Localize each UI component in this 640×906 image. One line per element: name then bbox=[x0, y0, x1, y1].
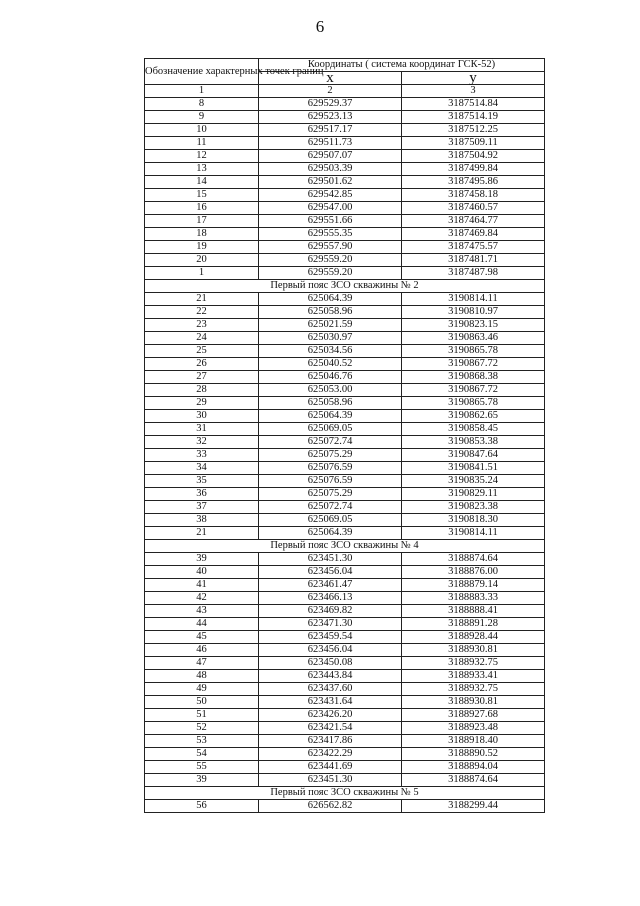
x-coordinate: 629559.20 bbox=[259, 267, 402, 280]
y-coordinate: 3190818.30 bbox=[402, 514, 545, 527]
table-row bbox=[145, 150, 545, 163]
table-row bbox=[145, 436, 545, 449]
table-row bbox=[145, 696, 545, 709]
table-row bbox=[145, 319, 545, 332]
y-coordinate: 3188883.33 bbox=[402, 592, 545, 605]
table-row bbox=[145, 449, 545, 462]
point-number: 49 bbox=[145, 683, 259, 696]
point-number: 20 bbox=[145, 254, 259, 267]
x-coordinate: 623422.29 bbox=[259, 748, 402, 761]
table-row bbox=[145, 800, 545, 813]
column-number: 2 bbox=[259, 85, 402, 98]
y-coordinate: 3188874.64 bbox=[402, 553, 545, 566]
x-coordinate: 625075.29 bbox=[259, 488, 402, 501]
page-number: 6 bbox=[315, 17, 325, 36]
table-row bbox=[145, 111, 545, 124]
section-title: Первый пояс ЗСО скважины № 2 bbox=[145, 280, 545, 293]
y-coordinate: 3190862.65 bbox=[402, 410, 545, 423]
point-number: 53 bbox=[145, 735, 259, 748]
y-coordinate: 3188894.04 bbox=[402, 761, 545, 774]
point-number: 25 bbox=[145, 345, 259, 358]
column-number: 1 bbox=[145, 85, 259, 98]
table-row bbox=[145, 124, 545, 137]
point-number: 42 bbox=[145, 592, 259, 605]
table-row bbox=[145, 241, 545, 254]
x-coordinate: 629547.00 bbox=[259, 202, 402, 215]
y-coordinate: 3190814.11 bbox=[402, 293, 545, 306]
x-coordinate: 625076.59 bbox=[259, 475, 402, 488]
y-coordinate: 3188933.41 bbox=[402, 670, 545, 683]
x-coordinate: 625040.52 bbox=[259, 358, 402, 371]
table-row bbox=[145, 345, 545, 358]
point-number: 15 bbox=[145, 189, 259, 202]
table-row bbox=[145, 176, 545, 189]
table-row bbox=[145, 267, 545, 280]
point-number: 16 bbox=[145, 202, 259, 215]
x-coordinate: 625064.39 bbox=[259, 410, 402, 423]
point-number: 38 bbox=[145, 514, 259, 527]
point-number: 30 bbox=[145, 410, 259, 423]
table-row bbox=[145, 774, 545, 787]
x-coordinate: 623451.30 bbox=[259, 553, 402, 566]
table-row bbox=[145, 384, 545, 397]
point-number: 34 bbox=[145, 462, 259, 475]
table-row bbox=[145, 293, 545, 306]
table-row bbox=[145, 670, 545, 683]
x-coordinate: 623450.08 bbox=[259, 657, 402, 670]
y-coordinate: 3188927.68 bbox=[402, 709, 545, 722]
y-coordinate: 3187514.84 bbox=[402, 98, 545, 111]
point-number: 17 bbox=[145, 215, 259, 228]
y-coordinate: 3190835.24 bbox=[402, 475, 545, 488]
y-coordinate: 3187504.92 bbox=[402, 150, 545, 163]
point-number: 22 bbox=[145, 306, 259, 319]
point-number: 54 bbox=[145, 748, 259, 761]
x-coordinate: 629557.90 bbox=[259, 241, 402, 254]
point-number: 32 bbox=[145, 436, 259, 449]
table-row bbox=[145, 202, 545, 215]
header-point-designation: Обозначение характерных точек границ bbox=[145, 59, 259, 85]
y-coordinate: 3187475.57 bbox=[402, 241, 545, 254]
table-row bbox=[145, 722, 545, 735]
coordinates-table bbox=[144, 58, 545, 813]
y-coordinate: 3188930.81 bbox=[402, 644, 545, 657]
x-coordinate: 623451.30 bbox=[259, 774, 402, 787]
x-coordinate: 625069.05 bbox=[259, 514, 402, 527]
point-number: 33 bbox=[145, 449, 259, 462]
section-title: Первый пояс ЗСО скважины № 5 bbox=[145, 787, 545, 800]
table-row bbox=[145, 644, 545, 657]
table-row bbox=[145, 189, 545, 202]
table-row bbox=[145, 137, 545, 150]
x-coordinate: 623441.69 bbox=[259, 761, 402, 774]
y-coordinate: 3190865.78 bbox=[402, 397, 545, 410]
point-number: 48 bbox=[145, 670, 259, 683]
point-number: 39 bbox=[145, 774, 259, 787]
x-coordinate: 629559.20 bbox=[259, 254, 402, 267]
x-coordinate: 629511.73 bbox=[259, 137, 402, 150]
x-coordinate: 625072.74 bbox=[259, 501, 402, 514]
y-coordinate: 3190853.38 bbox=[402, 436, 545, 449]
point-number: 9 bbox=[145, 111, 259, 124]
point-number: 10 bbox=[145, 124, 259, 137]
point-number: 12 bbox=[145, 150, 259, 163]
x-coordinate: 626562.82 bbox=[259, 800, 402, 813]
x-coordinate: 629542.85 bbox=[259, 189, 402, 202]
header-y: y bbox=[402, 72, 545, 85]
point-number: 35 bbox=[145, 475, 259, 488]
x-coordinate: 625076.59 bbox=[259, 462, 402, 475]
y-coordinate: 3190829.11 bbox=[402, 488, 545, 501]
table-row bbox=[145, 475, 545, 488]
point-number: 51 bbox=[145, 709, 259, 722]
table-row bbox=[145, 657, 545, 670]
x-coordinate: 625064.39 bbox=[259, 293, 402, 306]
column-numbers-row bbox=[145, 85, 545, 98]
point-number: 8 bbox=[145, 98, 259, 111]
table-row bbox=[145, 306, 545, 319]
y-coordinate: 3187499.84 bbox=[402, 163, 545, 176]
table-row bbox=[145, 553, 545, 566]
y-coordinate: 3190858.45 bbox=[402, 423, 545, 436]
table-row bbox=[145, 748, 545, 761]
y-coordinate: 3190841.51 bbox=[402, 462, 545, 475]
table-row bbox=[145, 579, 545, 592]
x-coordinate: 625030.97 bbox=[259, 332, 402, 345]
section-row bbox=[145, 540, 545, 553]
x-coordinate: 623431.64 bbox=[259, 696, 402, 709]
x-coordinate: 625058.96 bbox=[259, 397, 402, 410]
table-row bbox=[145, 488, 545, 501]
y-coordinate: 3190814.11 bbox=[402, 527, 545, 540]
point-number: 28 bbox=[145, 384, 259, 397]
y-coordinate: 3188930.81 bbox=[402, 696, 545, 709]
header-x: x bbox=[259, 72, 402, 85]
x-coordinate: 629503.39 bbox=[259, 163, 402, 176]
point-number: 50 bbox=[145, 696, 259, 709]
x-coordinate: 623437.60 bbox=[259, 683, 402, 696]
point-number: 37 bbox=[145, 501, 259, 514]
y-coordinate: 3190868.38 bbox=[402, 371, 545, 384]
point-number: 1 bbox=[145, 267, 259, 280]
y-coordinate: 3187460.57 bbox=[402, 202, 545, 215]
point-number: 23 bbox=[145, 319, 259, 332]
point-number: 41 bbox=[145, 579, 259, 592]
x-coordinate: 629501.62 bbox=[259, 176, 402, 189]
point-number: 31 bbox=[145, 423, 259, 436]
y-coordinate: 3187487.98 bbox=[402, 267, 545, 280]
x-coordinate: 625064.39 bbox=[259, 527, 402, 540]
y-coordinate: 3188888.41 bbox=[402, 605, 545, 618]
point-number: 39 bbox=[145, 553, 259, 566]
table-row bbox=[145, 215, 545, 228]
table-row bbox=[145, 410, 545, 423]
point-number: 14 bbox=[145, 176, 259, 189]
y-coordinate: 3188876.00 bbox=[402, 566, 545, 579]
y-coordinate: 3188932.75 bbox=[402, 657, 545, 670]
x-coordinate: 629523.13 bbox=[259, 111, 402, 124]
x-coordinate: 623461.47 bbox=[259, 579, 402, 592]
y-coordinate: 3190847.64 bbox=[402, 449, 545, 462]
y-coordinate: 3190823.38 bbox=[402, 501, 545, 514]
y-coordinate: 3188879.14 bbox=[402, 579, 545, 592]
point-number: 27 bbox=[145, 371, 259, 384]
table-row bbox=[145, 683, 545, 696]
point-number: 56 bbox=[145, 800, 259, 813]
y-coordinate: 3188932.75 bbox=[402, 683, 545, 696]
x-coordinate: 623466.13 bbox=[259, 592, 402, 605]
table-row bbox=[145, 423, 545, 436]
point-number: 43 bbox=[145, 605, 259, 618]
table-row bbox=[145, 462, 545, 475]
y-coordinate: 3188928.44 bbox=[402, 631, 545, 644]
y-coordinate: 3190865.78 bbox=[402, 345, 545, 358]
section-title: Первый пояс ЗСО скважины № 4 bbox=[145, 540, 545, 553]
table-body bbox=[145, 98, 545, 813]
x-coordinate: 625034.56 bbox=[259, 345, 402, 358]
y-coordinate: 3188874.64 bbox=[402, 774, 545, 787]
table-row bbox=[145, 566, 545, 579]
table-row bbox=[145, 163, 545, 176]
point-number: 26 bbox=[145, 358, 259, 371]
y-coordinate: 3187458.18 bbox=[402, 189, 545, 202]
y-coordinate: 3190810.97 bbox=[402, 306, 545, 319]
y-coordinate: 3190867.72 bbox=[402, 358, 545, 371]
x-coordinate: 625053.00 bbox=[259, 384, 402, 397]
y-coordinate: 3187509.11 bbox=[402, 137, 545, 150]
x-coordinate: 625058.96 bbox=[259, 306, 402, 319]
x-coordinate: 625075.29 bbox=[259, 449, 402, 462]
x-coordinate: 623417.86 bbox=[259, 735, 402, 748]
y-coordinate: 3187469.84 bbox=[402, 228, 545, 241]
y-coordinate: 3190823.15 bbox=[402, 319, 545, 332]
table-row bbox=[145, 709, 545, 722]
point-number: 19 bbox=[145, 241, 259, 254]
y-coordinate: 3187514.19 bbox=[402, 111, 545, 124]
y-coordinate: 3187464.77 bbox=[402, 215, 545, 228]
y-coordinate: 3190867.72 bbox=[402, 384, 545, 397]
x-coordinate: 623421.54 bbox=[259, 722, 402, 735]
x-coordinate: 623469.82 bbox=[259, 605, 402, 618]
point-number: 29 bbox=[145, 397, 259, 410]
x-coordinate: 629517.17 bbox=[259, 124, 402, 137]
point-number: 47 bbox=[145, 657, 259, 670]
table-row bbox=[145, 501, 545, 514]
table-row bbox=[145, 371, 545, 384]
y-coordinate: 3187512.25 bbox=[402, 124, 545, 137]
y-coordinate: 3188299.44 bbox=[402, 800, 545, 813]
column-number: 3 bbox=[402, 85, 545, 98]
table-row bbox=[145, 735, 545, 748]
section-row bbox=[145, 787, 545, 800]
x-coordinate: 625072.74 bbox=[259, 436, 402, 449]
table-row bbox=[145, 618, 545, 631]
table-row bbox=[145, 98, 545, 111]
table-row bbox=[145, 254, 545, 267]
table-row bbox=[145, 332, 545, 345]
point-number: 40 bbox=[145, 566, 259, 579]
table-row bbox=[145, 228, 545, 241]
section-row bbox=[145, 280, 545, 293]
point-number: 55 bbox=[145, 761, 259, 774]
x-coordinate: 625069.05 bbox=[259, 423, 402, 436]
point-number: 52 bbox=[145, 722, 259, 735]
y-coordinate: 3187481.71 bbox=[402, 254, 545, 267]
point-number: 24 bbox=[145, 332, 259, 345]
table-row bbox=[145, 761, 545, 774]
y-coordinate: 3188918.40 bbox=[402, 735, 545, 748]
point-number: 36 bbox=[145, 488, 259, 501]
point-number: 18 bbox=[145, 228, 259, 241]
header-coordinates: Координаты ( система координат ГСК-52) bbox=[259, 59, 545, 72]
point-number: 21 bbox=[145, 293, 259, 306]
table-header bbox=[145, 59, 545, 98]
x-coordinate: 623459.54 bbox=[259, 631, 402, 644]
point-number: 44 bbox=[145, 618, 259, 631]
point-number: 21 bbox=[145, 527, 259, 540]
x-coordinate: 623456.04 bbox=[259, 566, 402, 579]
x-coordinate: 625021.59 bbox=[259, 319, 402, 332]
point-number: 11 bbox=[145, 137, 259, 150]
table-row bbox=[145, 592, 545, 605]
table-row bbox=[145, 527, 545, 540]
y-coordinate: 3190863.46 bbox=[402, 332, 545, 345]
point-number: 46 bbox=[145, 644, 259, 657]
table-row bbox=[145, 358, 545, 371]
x-coordinate: 629555.35 bbox=[259, 228, 402, 241]
table-row bbox=[145, 514, 545, 527]
table-row bbox=[145, 397, 545, 410]
table-row bbox=[145, 631, 545, 644]
y-coordinate: 3188890.52 bbox=[402, 748, 545, 761]
x-coordinate: 629507.07 bbox=[259, 150, 402, 163]
x-coordinate: 623443.84 bbox=[259, 670, 402, 683]
table-row bbox=[145, 605, 545, 618]
x-coordinate: 629551.66 bbox=[259, 215, 402, 228]
x-coordinate: 623471.30 bbox=[259, 618, 402, 631]
y-coordinate: 3187495.86 bbox=[402, 176, 545, 189]
x-coordinate: 623426.20 bbox=[259, 709, 402, 722]
y-coordinate: 3188923.48 bbox=[402, 722, 545, 735]
y-coordinate: 3188891.28 bbox=[402, 618, 545, 631]
x-coordinate: 623456.04 bbox=[259, 644, 402, 657]
point-number: 13 bbox=[145, 163, 259, 176]
x-coordinate: 625046.76 bbox=[259, 371, 402, 384]
point-number: 45 bbox=[145, 631, 259, 644]
x-coordinate: 629529.37 bbox=[259, 98, 402, 111]
